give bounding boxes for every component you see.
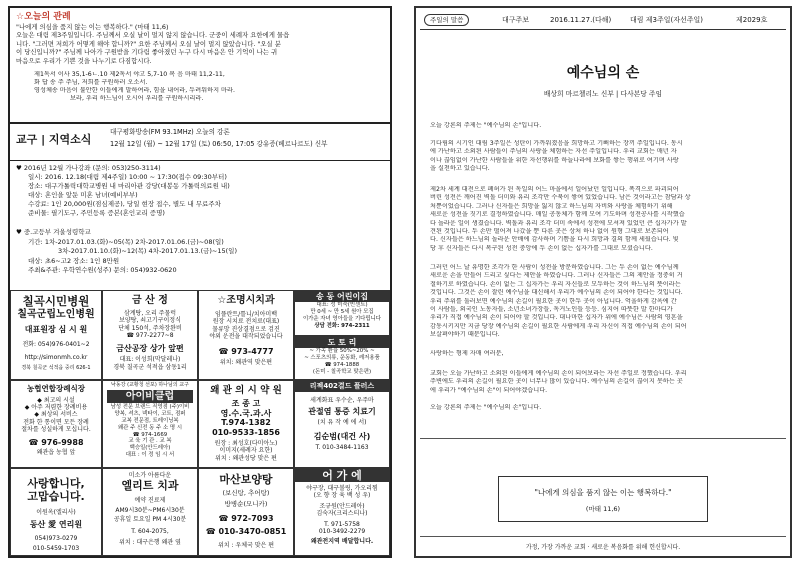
word-line: 마음으로 우리가 기쁜 것을 나누기로 다짐합시다. — [16, 56, 152, 65]
left-frame — [8, 6, 392, 558]
right-frame — [414, 6, 792, 558]
sermon-paragraph-5 — [430, 370, 780, 395]
quote-ref: (마태 11,6) — [585, 505, 621, 513]
ad-line: 물류망 진상결점으로 검진 — [212, 325, 280, 333]
sermon-paragraph-2 — [430, 186, 780, 253]
ad-line: (보신탕, 추어탕) — [222, 489, 270, 497]
ad-line: 이원옥(엘리사) — [36, 509, 76, 516]
ad-line: ◆ 아주 저렴한 장례비용 — [24, 403, 88, 411]
sermon-line: 오늘 강론의 주제는 "예수님의 손"입니다. — [430, 404, 542, 411]
ad-thanks[interactable] — [10, 468, 102, 556]
ad-line: 이가운 자녀 영아들을 기다립니다 — [302, 316, 382, 322]
sermon-line: 교회는 오늘 가난하고 소외된 이들에게 예수님의 손이 되어보라는 자선 주일로 정했습니다. 우리 — [430, 370, 687, 377]
divider — [420, 438, 786, 439]
quote-box — [498, 476, 708, 522]
ad-addr: 경북 칠곡군 석적읍 중리 626-1 — [21, 365, 91, 372]
ad-phone: ☎ 974-1888 — [324, 362, 360, 368]
ad-dotori[interactable] — [294, 336, 390, 380]
word-line: 오늘은 대림 제3주일입니다. 주님께서 오실 날이 멀지 않지 않습니다. 군중이 세례자 요한에게 물읍 — [16, 31, 290, 40]
ad-line: AM9시30분~PM6시30분 — [115, 506, 185, 514]
ad-phone: 상담 전화: 974-2311 — [314, 323, 370, 329]
broadcast-schedule: 12월 12일 (월) ~ 12월 17일 (토) 06:50, 17:05 강유증(베르나르도) 신부 — [110, 140, 328, 148]
todays-word-section — [16, 12, 386, 103]
ad-ivy-club[interactable] — [102, 380, 198, 468]
sermon-line: 우리 주위를 둘러보면 예수님의 손길이 필요한 곳이 한두 곳이 아닙니다. 억울하게 감옥에 간 — [430, 297, 677, 305]
ad-line: 위치 : 왜관성당 맞은 편 — [215, 454, 277, 462]
sermon-line: 당 후 신자들은 다시 복구된 성전 중앙에 두 손이 없는 십자가를 그대로 모셨습니다. — [430, 244, 653, 252]
ad-line: 조 종 고 — [231, 399, 261, 408]
news-line: 일시: 2016. 12.18(대림 제4주일) 10:00 ~ 17:30(접수 09:30부터) — [28, 173, 227, 181]
ad-title: 칠곡시민병원 — [22, 294, 90, 308]
reading-line: 제1독서 이사 35,1-6ㄴ.10 제2독서 야고 5,7-10 복 음 마태 11,2-11, — [34, 71, 225, 79]
divider — [10, 122, 390, 124]
ad-line: (치 유 작 예 에 서) — [317, 418, 367, 426]
sermon-line: 이 사람들, 외국인 노동자들, 소년소녀가장들, 독거노인들 등등. 심지어 따뜻한 말 한마디가 — [430, 306, 673, 314]
sermon-line: 제2차 세계 대전으로 폐허가 된 독일의 어느 마을에서 일어났던 일입니다. 폭격으로 파괴되어 — [430, 186, 679, 193]
sermon-line: 오늘 강론의 주제는 "예수님의 손"입니다. — [430, 122, 542, 129]
sermon-author: 배상희 마르첼리노 신부 | 다사본당 주임 — [543, 90, 663, 98]
sermon-line: 이나 끊임없이 가난한 사람들을 위한 자선행위를 하늘나라에 보화를 쌓는 행위로 여기며 사랑 — [430, 156, 679, 164]
broadcast-title: 교구 | 지역소식 — [16, 133, 92, 146]
sermon-line: 새로운 성전을 짓기로 결정하였습니다. 매일 공동체가 함께 모여 기도하며 성전공사를 시작했습 — [430, 211, 685, 219]
ad-line: 백승일(안드레아) — [129, 445, 171, 452]
quote-text: "나에게 의심을 품지 않는 이는 행복하다." — [534, 488, 672, 497]
ad-phone: 전화: 054)976-0401~2 — [22, 340, 90, 348]
ad-phone: ☎ 976-9988 — [28, 437, 84, 447]
ad-phone: T. 971-5758 — [324, 520, 360, 528]
ad-line: 왜관전지역 배달합니다. — [310, 538, 374, 546]
ads-grid — [10, 290, 390, 556]
header-issue: 제2029호 — [736, 16, 768, 24]
news-line: 3차-2017.01.10.(화)~12(목) 4차-2017.01.13.(금)~15(일) — [58, 247, 237, 255]
reading-line: 영성체송 마음이 불안한 이들에게 말하여라, 힘을 내어라, 두려워하지 마라. — [34, 87, 235, 95]
sermon-line: 새로운 손을 만들어 드리고 싶다는 제안을 하였습니다. 그러나 신자들은 그의 제안을 정중히 거 — [430, 272, 683, 280]
ad-line: 영.수.국.과.사 — [220, 408, 272, 418]
sermon-paragraph-3 — [430, 264, 780, 340]
divider — [10, 160, 390, 161]
ad-title-bar — [295, 381, 389, 392]
news-line: 장소: 대구가톨릭대학교병원 내 마리아관 강당(대봉동 가톨릭의료원 내) — [28, 182, 230, 190]
ad-line: 원장 시치료 전치료(대표) — [212, 318, 280, 326]
ad-line: ◆ 최고의 시설 — [37, 396, 75, 404]
ad-line: 양복, 셔츠, 넥타이, 코트, 점퍼 — [114, 411, 186, 418]
word-line: "나에게 의심을 품지 않는 이는 행복하다." (마태 11,6) — [16, 23, 169, 31]
ad-eoga[interactable] — [294, 468, 390, 556]
broadcast-station: 대구평화방송(FM 93.1MHz) 오늘의 강론 — [110, 128, 230, 136]
sermon-intro — [430, 122, 780, 130]
ad-phone: ☎ 973-4777 — [218, 346, 274, 356]
ad-top: 낙동강 (교황청 선포) 하나님의 교구 — [111, 382, 189, 388]
ad-title: 농협연합장례식장 — [27, 384, 85, 393]
bulletin-footer: 가정, 가장 가까운 교회 · 새로운 복음화를 위해 헌신합시다. — [525, 544, 681, 551]
todays-word-title: ☆오늘의 관례 — [16, 12, 71, 22]
ad-title-bar — [107, 390, 193, 403]
sermon-line: 처뿐이었습니다. 그러나 신자들은 희망을 잃지 않고 하느님의 자비와 사랑을 체험하기 위해 — [430, 202, 673, 210]
ad-line: (돈미 - 칠곡학교 맞은편) — [312, 369, 372, 375]
ad-waegwan-pharmacy[interactable] — [198, 380, 294, 468]
word-line: 니다. "그러면 저희가 어떻게 해야 합니까?" 요한 주님께서 오실 날이 멀지 않았습니다. "오실 분 — [16, 39, 281, 48]
ad-line: ◆ 최상의 서비스 — [34, 411, 78, 419]
ad-line: 위치: 왜관역 맞은편 — [219, 359, 273, 367]
ad-web: http://simonmh.co.kr — [24, 353, 88, 361]
ad-line: 교복 전문점, 트레이닝복 — [121, 418, 179, 424]
ad-phone: ☎ 972-7093 — [218, 513, 274, 523]
ad-title: 왜 관 의 시 약 원 — [210, 385, 282, 396]
ad-title: 엘리트 치과 — [121, 479, 179, 493]
ad-title: 어 가 에 — [322, 469, 362, 482]
ad-medical-device[interactable] — [294, 380, 390, 468]
ad-line: 원장 : 최성호(다미아노) — [214, 440, 278, 447]
ad-line: 위치 : 우체국 맞은 편 — [217, 541, 275, 549]
divider — [420, 536, 786, 537]
sermon-line: 다. 신자들은 하느님의 놀라운 안배에 감사하며 기쁨을 다시 희망과 결의 함께 세웠습니다. 빛 — [430, 236, 679, 244]
ad-songdong-daycare[interactable] — [294, 290, 390, 336]
news-line: 기간: 1차-2017.01.03.(화)~05(목) 2차-2017.01.06.(금)~08(일) — [28, 237, 224, 246]
ad-nonghyup-funeral[interactable] — [10, 380, 102, 468]
ad-line: 보양탕, 쇠고기구이정식 — [119, 317, 181, 325]
ad-line: 만 0세 ~ 만 5세 원아 모집 — [310, 309, 374, 315]
ad-line: ~ 가족 환율 50%~20% ~ — [309, 348, 375, 354]
ad-line: 전화 한 통이면 모든 장례 — [23, 418, 89, 426]
ad-line: 절차를 성실하게 모십니다. — [21, 426, 91, 434]
ad-line: 동산 愛 연리원 — [29, 520, 83, 530]
ad-title-bar — [295, 291, 389, 302]
news-line: ♥ 중.고등부 겨울성령학교 — [16, 228, 91, 236]
ad-elite-dental[interactable] — [102, 468, 198, 556]
ad-line: 야구장, 대구볼링, 가오리찜 — [306, 485, 378, 492]
sermon-line: 그러던 어느 날 유명한 조각가 한 사람이 성전을 방문하였습니다. 그는 두 손이 없는 예수님께 — [430, 264, 679, 271]
ad-line: 남성 전문 브랜드 직영점 (주)이비 — [110, 404, 190, 411]
ad-line: 세계화표 우수순, 우주마 — [310, 397, 374, 404]
bulletin-header — [420, 12, 786, 30]
ad-top: 미소가 아름다운 — [128, 472, 172, 479]
header-diocese: 대구주보 — [502, 16, 530, 24]
ad-phone: 010-3492-2279 — [318, 528, 366, 536]
sermon-line: 다 놀라운 일이 생겼습니다. 벽돌과 유리 조각 더미 속에서 성전에 모셔져 있었던 큰 십자가가 발 — [430, 219, 687, 227]
news-gana-section — [16, 164, 386, 218]
ad-title: 송 동 어린이집 — [316, 292, 368, 301]
ad-line: 김숙자(크리스티나) — [316, 510, 368, 518]
news-line: 수강료: 1인 20,000원(점심제공), 당일 현장 접수, 별도 내 무료주차 — [28, 200, 221, 208]
sermon-line: 우리가 직접 예수님의 손이 되어야 할 것입니다. 대나마한 십자가 위에 예수님은 사람의 영혼을 — [430, 314, 683, 322]
news-line: 주최&주관: 우학연수원(성주) 문의: 054)932-0620 — [28, 266, 177, 274]
ad-sub: 경북 칠곡군 석적읍 삼동1리 — [113, 363, 187, 371]
news-winter-school-section — [16, 228, 386, 276]
ad-line: 관절염 통증 치료기 — [308, 407, 376, 417]
ad-line: 위치 : 대구은행 왜관 옆 — [119, 539, 181, 547]
ad-sub: 금산공장 상가 앞편 — [116, 343, 184, 353]
sermon-line: 보살펴야하기 때문입니다. — [430, 331, 500, 339]
ad-jomyeong-dental[interactable] — [198, 290, 294, 380]
sermon-line: 에 가난하고 소외된 사람들이 주님의 사랑을 체험하는 자선 주일입니다. 우리 교회는 매년 자 — [430, 148, 677, 156]
ad-title: 칠곡군립노인병원 — [17, 309, 95, 320]
ad-chilgok-hospital[interactable] — [10, 290, 102, 380]
ad-line: 김순범(대건 사) — [313, 432, 371, 442]
ad-sub: 대표: 이성희(막달레나) — [119, 356, 181, 364]
sermon-line: 버린 성전은 깨어진 벽돌 더미와 유리 조각만 수북이 쌓여 있었습니다. 남은 것이라고는 참담과 상 — [430, 194, 691, 202]
ad-phone: 010-9533-1856 — [212, 427, 280, 437]
ad-line: (오 향 장 육 백 성 우) — [313, 492, 371, 500]
ad-title-bar — [295, 337, 389, 348]
ad-phone: T. 604-2075, — [131, 527, 169, 535]
sermon-line: 견된 것입니다. 두 손만 떨어져 나갔을 뿐 다른 곳은 상처 하나 없이 원형 그대로 보존되어 — [430, 228, 669, 236]
sermon-paragraph-4 — [430, 350, 780, 358]
ad-phone: T.974-1382 — [221, 418, 271, 427]
right-page — [400, 0, 800, 566]
header-date: 2016.11.27.(다해) — [550, 16, 612, 24]
reading-line: 보라, 우리 하느님이 오시어 우리를 구원하시리라. — [70, 95, 204, 103]
ad-line: 교 육 기 관 . 교 복 — [128, 438, 172, 445]
ad-title: 도 토 리 — [327, 338, 357, 347]
ad-title: 고맙습니다. — [27, 490, 85, 503]
ad-line: 예약 진료제 — [134, 497, 166, 505]
sermon-line: 사랑하는 형제 자매 여러분, — [430, 350, 504, 357]
sermon-line: 것입니다. 그것은 손이 잘린 예수님을 대신해서 우리가 예수님의 손이 되어야 한다는 것입니다. — [430, 289, 683, 297]
header-tag: 주일의 말씀 — [424, 14, 469, 26]
news-line: 대상: 초6~고2 장소: 1인 8만원 — [28, 256, 120, 265]
sermon-line: 기다림의 시기인 대림 3주일은 성탄이 가까워졌음을 희망하고 기뻐하는 장끼 주일입니다. 동시 — [430, 140, 683, 147]
ad-line: 조규원(안드레아) — [319, 502, 365, 510]
ad-phone: ☎ 977-2277~8 — [126, 332, 174, 340]
ad-line: 대표 : 이 정 임 시 서 — [125, 451, 175, 458]
news-line: ♥ 2016년 12월 가나강좌 (문의: 053)250-3114) — [16, 164, 161, 172]
ad-line: 야외 운전을 대작되었습니다 — [209, 333, 283, 341]
ad-phone: ☎ 974-1669 — [132, 431, 168, 438]
ad-title: 금 산 정 — [132, 295, 168, 306]
ad-geumsan[interactable] — [102, 290, 198, 380]
ad-sub: 대표원장 심 시 원 — [24, 325, 88, 334]
sermon-line: 감동시키지만 지금 당장 예수님의 손길이 필요한 사람에게 우리 자신이 직접 예수님의 손이 되어 — [430, 322, 687, 330]
sermon-line: 주변에도 우리의 손길이 필요한 곳이 너무나 많이 있습니다. 예수님의 손길이 끊이지 못하는 곳 — [430, 378, 683, 386]
sermon-line: 을 실천하고 있습니다. — [430, 165, 490, 173]
ad-title: 사랑합니다, — [27, 477, 85, 490]
broadcast-section — [16, 128, 386, 158]
ad-line: 임플란트/틀니/치아미백 — [214, 311, 277, 318]
ad-title: 아이비클럽 — [125, 391, 175, 403]
ad-line: 공휴일 토요일 PM 4시30분 — [113, 516, 187, 524]
sermon-title: 예수님의 손 — [566, 65, 640, 81]
header-week: 대림 제3주일(자선주일) — [630, 16, 703, 24]
ad-line: 단체 150석, 주차장완비 — [118, 324, 182, 332]
ad-line: 이미지(세례자 요한) — [219, 447, 273, 455]
sermon-paragraph-1 — [430, 140, 780, 174]
ad-line: 방병순(모니카) — [224, 500, 268, 509]
ad-line: 대표: 성 미숙(빈센트) — [316, 302, 368, 308]
ad-line: 왜관읍 농협 앞 — [36, 449, 76, 457]
news-line: 준비물: 필기도구, 주민등록 증본(혼인교리 증명) — [28, 209, 165, 217]
ad-line: 010-5459-1703 — [32, 545, 80, 553]
ad-phone: ☎ 010-3470-0851 — [205, 527, 287, 537]
ad-line: 왜관 주 신전 동 주 소 명 시 — [117, 424, 183, 431]
ad-title: 마산보양탕 — [219, 473, 273, 486]
sermon-line: 에 우리가 "예수님의 손"이 되어야겠습니다. — [430, 386, 548, 394]
ad-line: ~ 스포츠의류, 운동화, 레저용품 — [304, 355, 380, 361]
ad-masan-boyangtang[interactable] — [198, 468, 294, 556]
ad-line: 삼계탕, 오리 주물럭 — [123, 310, 177, 317]
ad-title-bar — [295, 469, 389, 482]
news-line: 대상: 혼인을 앞둔 미혼 남녀(예비부부) — [28, 191, 138, 199]
ad-title: 리젝402결드 플러스 — [309, 382, 375, 390]
sermon-line: 절하기로 하였습니다. 손이 없는 그 십자가는 우리 자신들로 모두하는 것이 하느님의 뜻이라는 — [430, 280, 681, 288]
word-line: 이 당신입니까?" 주님께 나아가 구원받을 기다림 좋아졌던 누구 다시 마음은 안 기억이 나는 귀 — [16, 48, 278, 57]
sermon-paragraph-6 — [430, 404, 780, 412]
ad-line: 054)973-0279 — [34, 534, 78, 542]
reading-line: 화 답 송 주 주님, 저희를 구원하러 오소서. — [34, 79, 148, 87]
ad-phone: T. 010-3484-1163 — [315, 443, 369, 451]
ad-title: ☆조명시치과 — [217, 295, 275, 306]
